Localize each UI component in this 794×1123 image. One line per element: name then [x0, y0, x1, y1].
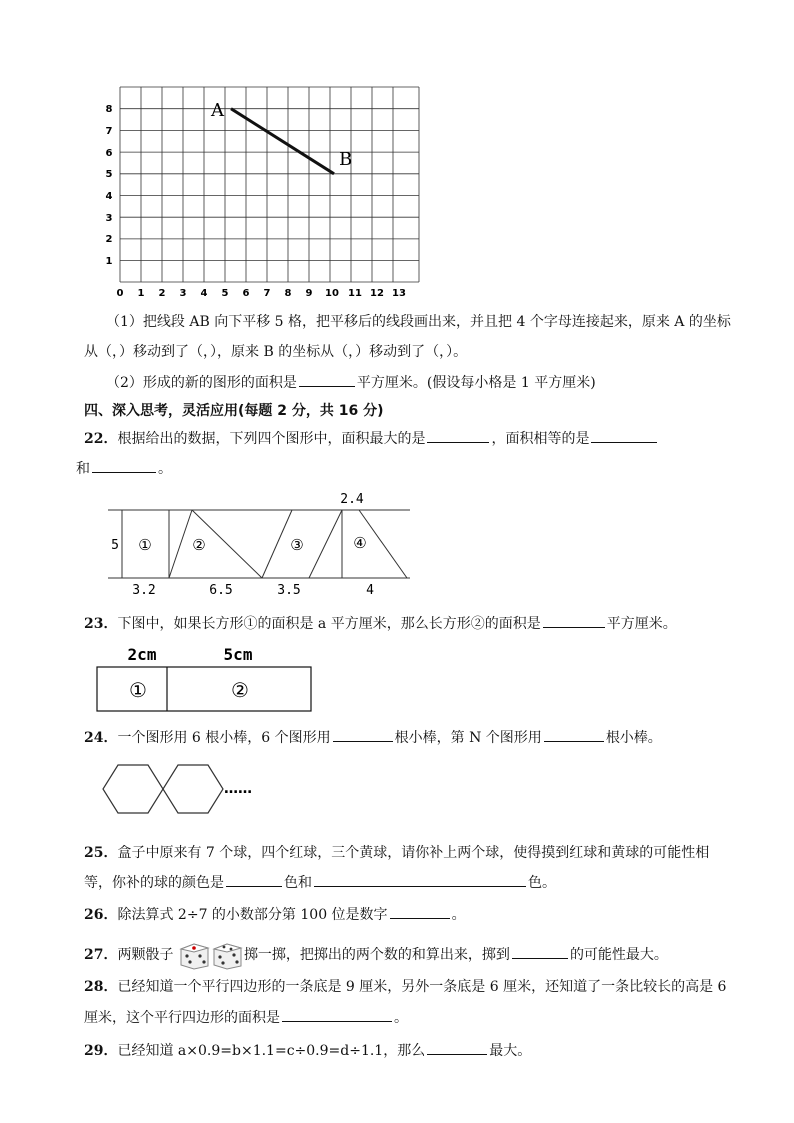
q23-rectangles-figure	[94, 642, 316, 716]
q25-line2: 等，你补的球的颜色是 色和 色。	[84, 872, 556, 892]
section-4-heading: 四、深入思考，灵活应用(每题 2 分，共 16 分)	[84, 403, 384, 419]
q21-part1-line1: （1）把线段 AB 向下平移 5 格，把平移后的线段画出来，并且把 4 个字母连接起来，原来 A 的坐标	[106, 314, 731, 330]
x-tick-label: 7	[263, 288, 271, 299]
continuation-dots: ……	[224, 781, 252, 797]
y-tick-label: 5	[105, 169, 113, 180]
x-tick-label: 2	[158, 288, 166, 299]
shape-label-3: ③	[290, 536, 304, 554]
y-tick-label: 7	[105, 126, 113, 137]
dice-icon	[178, 940, 244, 970]
answer-blank[interactable]	[226, 872, 282, 887]
x-tick-label: 8	[284, 288, 292, 299]
answer-blank[interactable]	[92, 458, 156, 473]
q22-line1: 22．根据给出的数据，下列四个图形中，面积最大的是 ，面积相等的是	[84, 428, 659, 448]
x-tick-label: 10	[325, 288, 339, 299]
q22-shapes-figure	[102, 488, 414, 600]
x-tick-label: 1	[137, 288, 145, 299]
q23-line: 23．下图中，如果长方形①的面积是 a 平方厘米，那么长方形②的面积是 平方厘米。	[84, 613, 677, 633]
rect1-width-label: 2cm	[127, 645, 157, 664]
x-tick-label: 9	[305, 288, 313, 299]
bottom-label: 3.2	[132, 583, 156, 598]
answer-blank[interactable]	[591, 428, 657, 443]
point-b-label: B	[339, 149, 353, 170]
y-tick-label: 4	[105, 191, 113, 202]
answer-blank[interactable]	[390, 904, 450, 919]
rect1-label: ①	[129, 678, 147, 702]
q29-line: 29．已经知道 a×0.9=b×1.1=c÷0.9=d÷1.1，那么 最大。	[84, 1040, 531, 1060]
shape-label-1: ①	[138, 536, 152, 554]
q21-part2: （2）形成的新的图形的面积是 平方厘米。(假设每小格是 1 平方厘米)	[106, 372, 596, 392]
x-tick-label: 12	[370, 288, 384, 299]
bottom-label: 6.5	[209, 583, 233, 598]
x-tick-label: 5	[221, 288, 229, 299]
answer-blank[interactable]	[282, 1007, 392, 1022]
bottom-label: 4	[366, 583, 374, 598]
x-tick-label: 6	[242, 288, 250, 299]
x-tick-label: 0	[116, 288, 124, 299]
q21-part1-line2: 从（，）移动到了（，），原来 B 的坐标从（，）移动到了（，）。	[84, 344, 468, 360]
y-tick-label: 2	[105, 234, 113, 245]
y-tick-label: 6	[105, 148, 113, 159]
coordinate-grid-figure	[100, 82, 430, 302]
y-tick-label: 1	[105, 256, 113, 267]
answer-blank[interactable]	[314, 872, 526, 887]
q28-line2: 厘米，这个平行四边形的面积是 。	[84, 1007, 408, 1027]
answer-blank[interactable]	[543, 613, 605, 628]
x-tick-label: 13	[392, 288, 406, 299]
segment-ab	[231, 109, 334, 174]
x-tick-label: 11	[348, 288, 362, 299]
q27-line: 27．两颗骰子 掷一掷，把掷出的两个数的和算出来，掷到 的可能性最大。	[84, 940, 668, 970]
answer-blank[interactable]	[333, 727, 393, 742]
q24-line: 24．一个图形用 6 根小棒，6 个图形用 根小棒，第 N 个图形用 根小棒。	[84, 727, 662, 747]
q24-hexagons-figure	[100, 760, 270, 820]
shape-height-label: 5	[111, 538, 119, 553]
rect2-width-label: 5cm	[223, 645, 253, 664]
q26-line: 26．除法算式 2÷7 的小数部分第 100 位是数字 。	[84, 904, 466, 924]
rect2-label: ②	[231, 678, 249, 702]
answer-blank[interactable]	[427, 428, 489, 443]
answer-blank[interactable]	[427, 1040, 487, 1055]
bottom-label: 3.5	[277, 583, 301, 598]
q25-line1: 25．盒子中原来有 7 个球，四个红球，三个黄球，请你补上两个球，使得摸到红球和黄球的可能性相	[84, 845, 710, 861]
shape-label-2: ②	[192, 536, 206, 554]
grid-lines	[120, 87, 419, 282]
shape-top-label: 2.4	[340, 492, 364, 507]
y-tick-label: 8	[105, 104, 113, 115]
answer-blank[interactable]	[544, 727, 604, 742]
q28-line1: 28．已经知道一个平行四边形的一条底是 9 厘米，另外一条底是 6 厘米，还知道了一条比较长的高是 6	[84, 979, 727, 995]
x-tick-label: 4	[200, 288, 208, 299]
point-a-label: A	[211, 100, 224, 121]
x-tick-label: 3	[179, 288, 187, 299]
answer-blank[interactable]	[299, 372, 355, 387]
y-tick-label: 3	[105, 213, 113, 224]
q22-line2: 和 。	[76, 458, 172, 478]
shape-label-4: ④	[353, 534, 367, 552]
answer-blank[interactable]	[512, 944, 568, 959]
